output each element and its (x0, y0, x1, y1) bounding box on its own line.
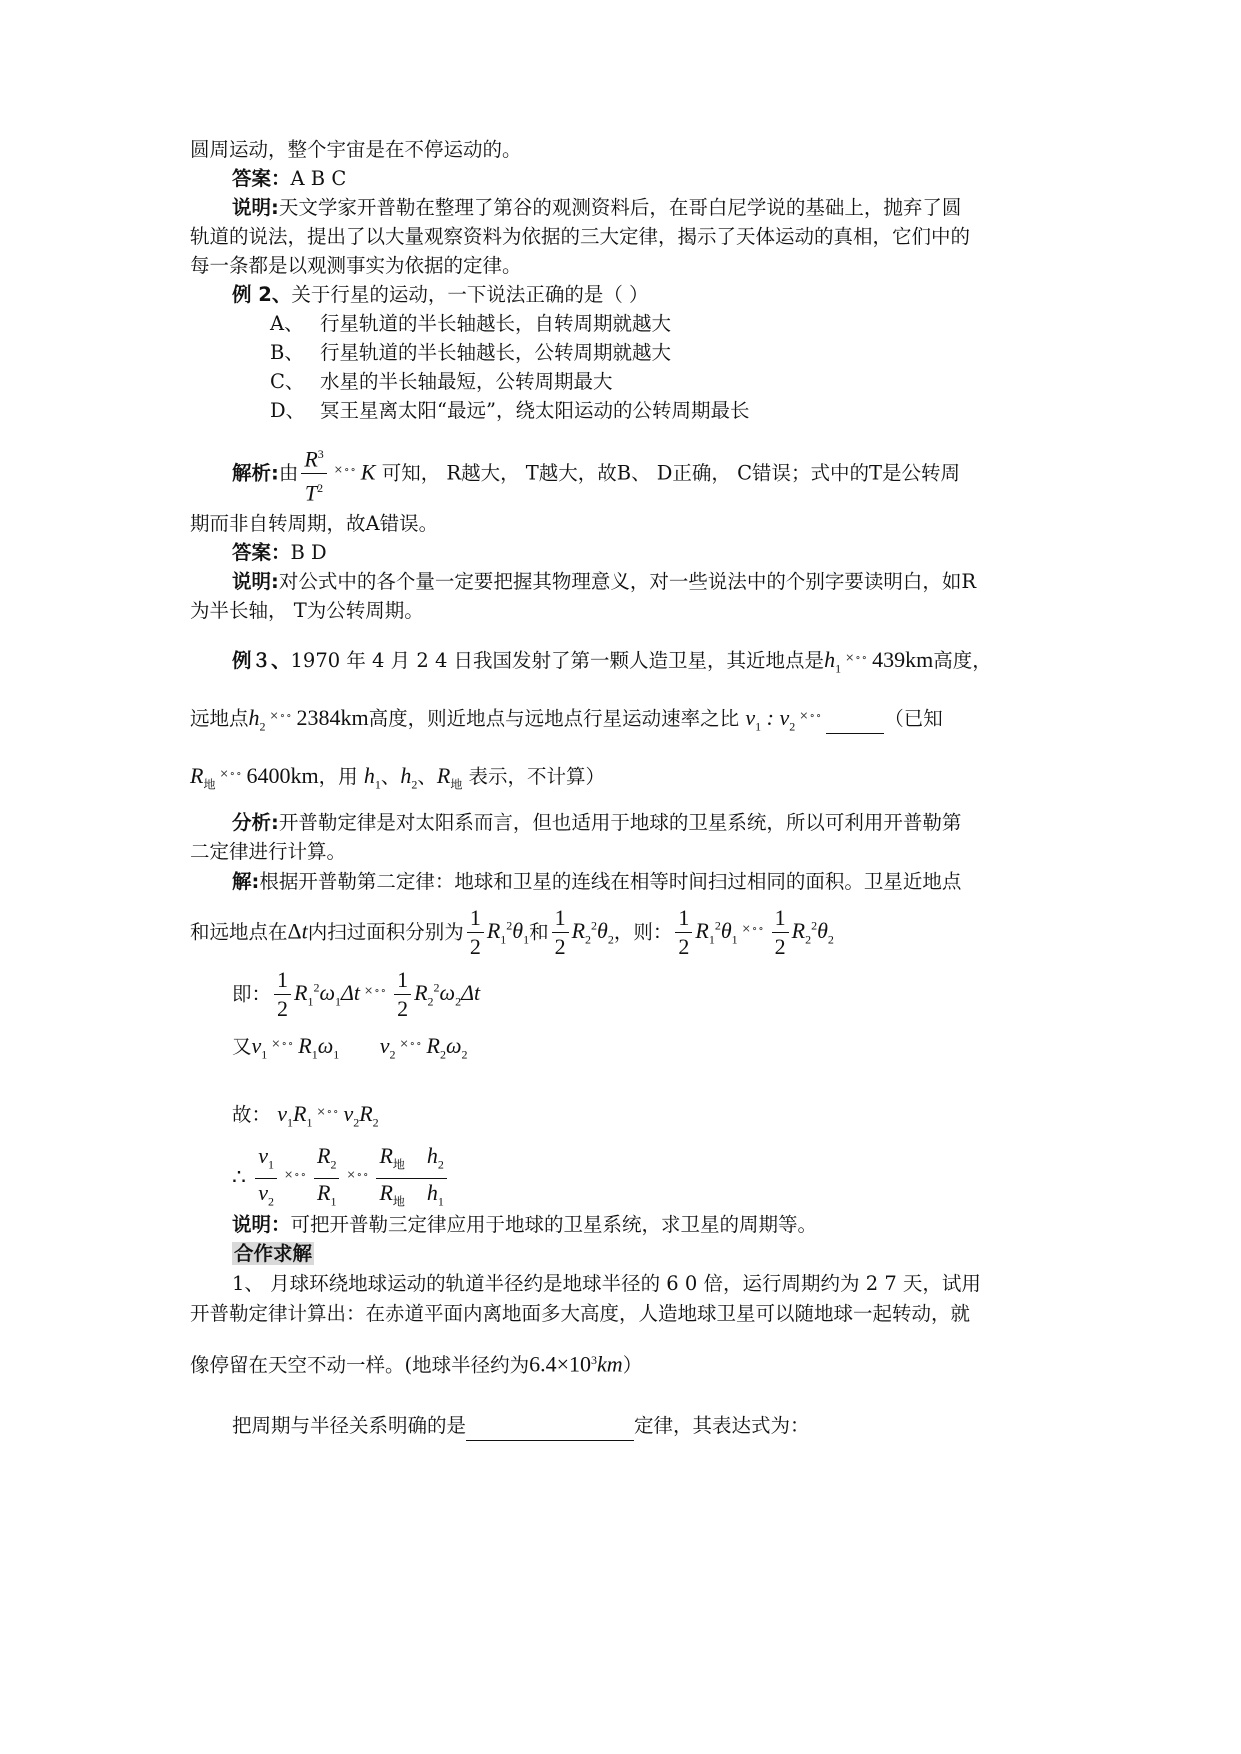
answer-label: 答案： (232, 541, 291, 564)
text: 二定律进行计算。 (190, 840, 347, 863)
text: 表示，不计算） (468, 765, 606, 788)
denominator: $R_地$ $h_1$ (379, 1180, 444, 1209)
note-label: 说明: (232, 570, 279, 593)
numerator: 1 (675, 904, 692, 933)
area-term-2: $R_2^2\theta_2$ (791, 918, 834, 947)
text: 1、 月球环绕地球运动的轨道半径约是地球半径的 6 0 倍，运行周期约为 2 7 天，试用 (232, 1272, 981, 1295)
v1-r1: $v_1R_1$ (277, 1101, 313, 1130)
answer-blank[interactable] (826, 705, 884, 734)
term-1: $R_1^2\omega_1\Delta t$ (294, 980, 361, 1009)
text: 和远地点在 (190, 920, 288, 944)
example-2-question (232, 281, 1092, 309)
solution-label: 解: (232, 870, 260, 893)
example-label: 例 2、 (232, 283, 292, 306)
analysis-line-2 (190, 838, 1050, 866)
example-label: 例３、 (232, 649, 291, 672)
v2: $v_2$ (379, 1033, 396, 1062)
example-2-analysis (232, 440, 1092, 508)
option-text: 冥王星离太阳“最远”，绕太阳运动的公转周期最长 (320, 399, 750, 422)
text: 轨道的说法，提出了以大量观察资料为依据的三大定律，揭示了天体运动的真相，它们中的 (190, 225, 971, 248)
text: （已知 (884, 707, 943, 730)
text: 1970 年 4 月 2 4 日我国发射了第一颗人造卫星，其近地点是 (290, 649, 825, 672)
area-term-1: $R_1^2\theta_1$ (695, 918, 738, 947)
solution-line-1 (232, 868, 1092, 896)
question-1-line-1 (232, 1270, 1092, 1298)
r2-omega2: $R_2\omega_2$ (426, 1033, 468, 1062)
text: 关于行星的运动，一下说法正确的是（ ） (291, 283, 649, 306)
option-text: 行星轨道的半长轴越长，自转周期就越大 (320, 312, 672, 335)
note-2-line-1 (232, 568, 1092, 596)
question-1-line-2 (190, 1300, 1050, 1328)
h2-value: 2384km (296, 705, 369, 730)
numerator: 1 (274, 966, 291, 995)
text: 即： (232, 982, 272, 1006)
note-3 (232, 1211, 1092, 1239)
equals-symbol: ×∘∘ (364, 984, 388, 998)
text: 故： (232, 1103, 272, 1126)
area-term-1: $R_1^2\theta_1$ (486, 918, 530, 947)
text: 内扫过面积分别为 (307, 920, 464, 944)
numerator: 1 (772, 904, 789, 933)
analysis-label: 分析: (232, 811, 279, 834)
velocity-ratio-fraction (255, 1142, 277, 1216)
answer-value: B D (290, 541, 327, 564)
option-text: 行星轨道的半长轴越长，公转周期就越大 (320, 341, 672, 364)
subscript-earth: 地 (203, 777, 216, 792)
v1: $v_1$ (251, 1033, 268, 1062)
text: 远地点 (190, 707, 249, 730)
example-3-line-2 (190, 702, 1050, 740)
text: 又 (232, 1035, 252, 1058)
denominator: 2 (554, 934, 566, 960)
denominator: $v_2$ (258, 1180, 274, 1209)
law-name-blank[interactable] (466, 1412, 634, 1441)
one-half-fraction (394, 966, 411, 1023)
equals-symbol: ×∘∘ (269, 709, 293, 722)
velocity-ratio: $v_1$ : $v_2$ (745, 705, 796, 734)
text: 开普勒定律计算出：在赤道平面内离地面多大高度，人造地球卫星可以随地球一起转动，就 (190, 1302, 971, 1325)
denominator: 2 (469, 934, 481, 960)
solution-line-2 (190, 898, 1050, 968)
text: 由 (278, 461, 299, 485)
h1-value: 439km (872, 647, 934, 672)
note-1-line-3 (190, 252, 1050, 280)
section-title: 合作求解 (234, 1242, 313, 1265)
term-2: $R_2^2\omega_2\Delta t$ (414, 980, 481, 1009)
equals-symbol: ×∘∘ (316, 1105, 340, 1118)
option-a (270, 310, 1130, 338)
example-3-line-3 (190, 760, 1050, 798)
one-half-fraction (552, 904, 569, 961)
separator: 、 (417, 765, 437, 788)
text: 圆周运动，整个宇宙是在不停运动的。 (190, 138, 522, 161)
text: 每一条都是以观测事实为依据的定律。 (190, 254, 522, 277)
radius-ratio-fraction (314, 1142, 339, 1216)
analysis-line-1 (232, 809, 1092, 837)
question-1-line-3 (190, 1346, 1050, 1380)
note-label: 说明: (232, 196, 279, 219)
text: 定律，其表达式为： (634, 1414, 810, 1437)
text: 像停留在天空不动一样。(地球半径约为 (190, 1353, 530, 1377)
text: ，则： (613, 920, 673, 944)
earth-radius-value: 6.4×10 (529, 1351, 592, 1377)
denominator: 2 (774, 934, 786, 960)
answer-label: 答案： (232, 167, 291, 190)
subscript-earth: 地 (392, 1157, 405, 1172)
option-letter: B、 (270, 341, 304, 364)
question-1-line-4 (232, 1412, 1092, 1441)
denominator: 2 (397, 996, 409, 1022)
area-term-2: $R_2^2\theta_2$ (571, 918, 614, 947)
numerator: $R_2$ (314, 1142, 339, 1179)
h1-symbol: $h_1$ (824, 647, 842, 676)
separator: 、 (380, 765, 401, 788)
equation-you (232, 1030, 1092, 1068)
equals-symbol: ×∘∘ (283, 1168, 307, 1182)
text: 可把开普勒三定律应用于地球的卫星系统，求卫星的周期等。 (290, 1213, 818, 1236)
denominator: $R_1$ (316, 1180, 337, 1209)
equals-symbol: ×∘∘ (845, 651, 869, 664)
numerator: 1 (552, 904, 569, 933)
equals-symbol: ×∘∘ (399, 1037, 423, 1050)
option-b (270, 339, 1130, 367)
equals-symbol: ×∘∘ (219, 767, 243, 780)
example-2-analysis-line-2 (190, 510, 1050, 538)
option-text: 水星的半长轴最短，公转周期最大 (320, 370, 613, 393)
one-half-fraction (274, 966, 291, 1023)
therefore-symbol: ∴ (232, 1164, 246, 1190)
coop-title-line (232, 1240, 1092, 1268)
kepler-third-law-fraction (301, 440, 326, 508)
text: 期而非自转周期，故A错误。 (190, 512, 439, 535)
r-earth-symbol: $R_地$ (190, 763, 216, 792)
text: ，用 (318, 765, 358, 788)
denominator: 2 (678, 934, 690, 960)
option-letter: C、 (270, 370, 305, 393)
r-earth-symbol: $R_地$ (436, 763, 463, 792)
equation-therefore (232, 1142, 1092, 1216)
answer-value: A B C (290, 167, 347, 190)
text: 根据开普勒第二定律：地球和卫星的连线在相等时间扫过相同的面积。卫星近地点 (259, 870, 962, 893)
text: 和 (529, 920, 549, 944)
text: 高度， (933, 649, 992, 672)
analysis-label: 解析: (232, 461, 279, 485)
denominator: $T^2$ (304, 480, 324, 506)
numerator: 1 (467, 904, 484, 933)
h2-symbol: $h_2$ (400, 763, 418, 792)
equals-symbol: ×∘∘ (346, 1168, 370, 1182)
text: 天文学家开普勒在整理了第谷的观测资料后，在哥白尼学说的基础上，抛弃了圆 (278, 196, 962, 219)
h2-symbol: $h_2$ (248, 705, 266, 734)
answer-2 (232, 539, 1092, 567)
constant-k: K (360, 459, 376, 485)
equals-symbol: ×∘∘ (271, 1037, 295, 1050)
one-half-fraction (467, 904, 484, 961)
height-ratio-fraction (376, 1142, 446, 1216)
option-d (270, 397, 1130, 425)
equals-symbol: ×∘∘ (799, 709, 823, 722)
text: 把周期与半径关系明确的是 (232, 1414, 467, 1437)
note-1-line-2 (190, 223, 1050, 251)
text: ） (622, 1353, 643, 1377)
text: 可知， R越大， T越大，故B、 D正确， C错误；式中的T是公转周 (381, 461, 961, 485)
option-letter: A、 (270, 312, 304, 335)
text: 开普勒定律是对太阳系而言，但也适用于地球的卫星系统，所以可利用开普勒第 (278, 811, 962, 834)
answer-1 (232, 165, 1092, 193)
option-c (270, 368, 1130, 396)
unit: km (597, 1351, 623, 1377)
note-label: 说明： (232, 1213, 291, 1236)
text: 高度，则近地点与远地点行星运动速率之比 (368, 707, 740, 730)
numerator: $v_1$ (255, 1142, 277, 1179)
v2-r2: $v_2R_2$ (343, 1101, 379, 1130)
h1-symbol: $h_1$ (363, 763, 381, 792)
equals-symbol: ×∘∘ (741, 922, 765, 936)
numerator: 1 (394, 966, 411, 995)
exponent: 3 (591, 1353, 598, 1367)
note-2-line-2 (190, 597, 1050, 625)
numerator: $R^3$ (301, 440, 326, 474)
equation-ji (232, 960, 1092, 1030)
paragraph-line (190, 136, 1050, 164)
r1-omega1: $R_1\omega_1$ (298, 1033, 340, 1062)
one-half-fraction (772, 904, 789, 961)
delta-t: Δt (287, 918, 308, 944)
equation-gu (232, 1098, 1092, 1136)
equals-symbol: ×∘∘ (333, 463, 357, 477)
option-letter: D、 (270, 399, 306, 422)
example-3-line-1 (232, 644, 1092, 682)
subscript-earth: 地 (392, 1194, 405, 1209)
denominator: 2 (277, 996, 289, 1022)
numerator: $R_地$ $h_2$ (376, 1142, 446, 1179)
one-half-fraction (675, 904, 692, 961)
subscript-earth: 地 (450, 777, 463, 792)
r-earth-value: 6400km (246, 763, 319, 788)
text: 对公式中的各个量一定要把握其物理意义，对一些说法中的个别字要读明白，如R (278, 570, 976, 593)
note-1-line-1 (232, 194, 1092, 222)
text: 为半长轴， T为公转周期。 (190, 599, 424, 622)
